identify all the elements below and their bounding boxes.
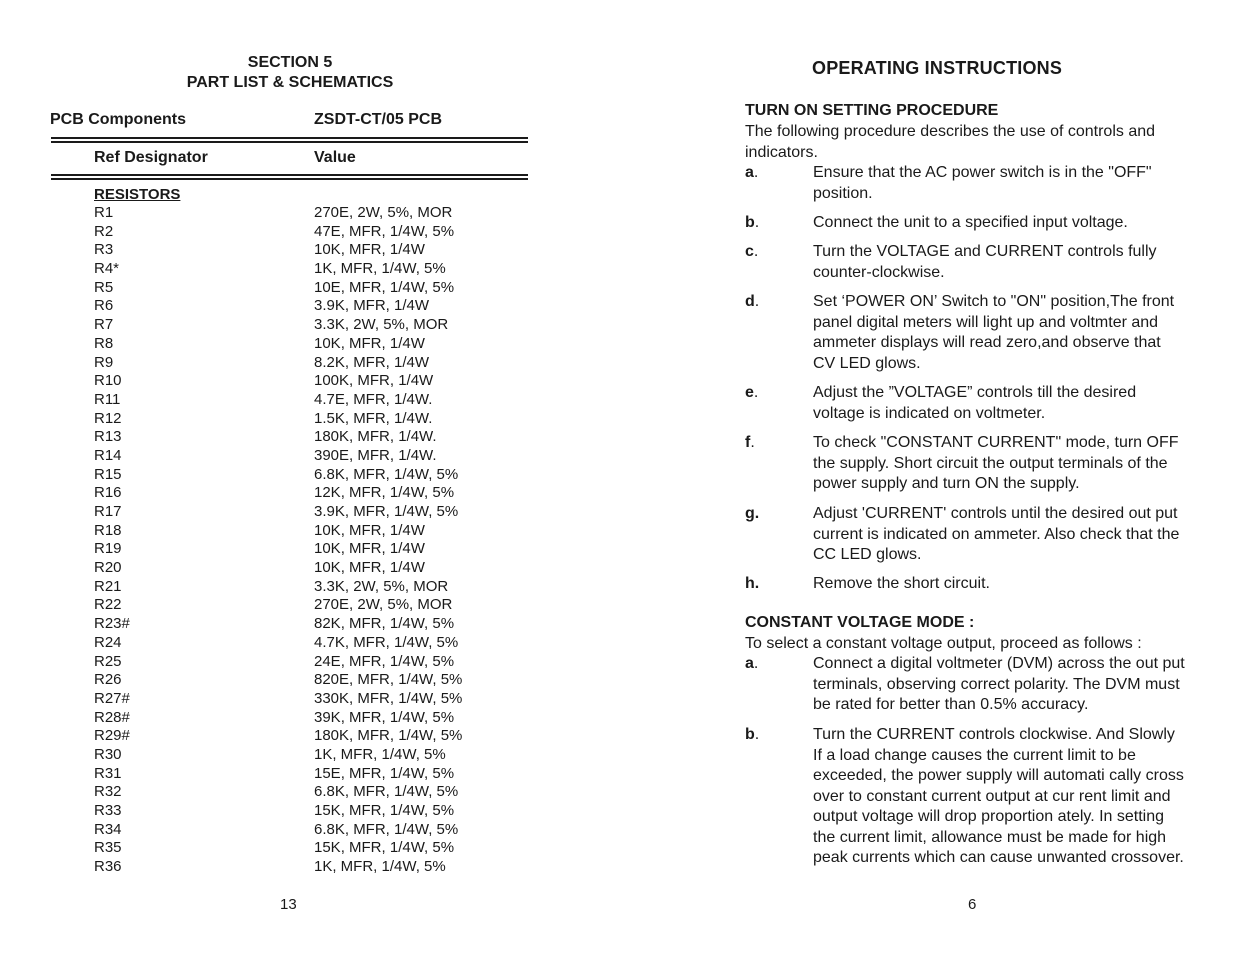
value-header: Value bbox=[314, 149, 356, 166]
table-row bbox=[94, 839, 514, 858]
list-item bbox=[745, 725, 1185, 869]
ref-designator: R12 bbox=[94, 409, 122, 427]
list-item bbox=[745, 163, 1185, 204]
ref-designator: R20 bbox=[94, 559, 122, 577]
ref-designator: R27# bbox=[94, 689, 130, 707]
step-letter-char: g. bbox=[745, 505, 760, 522]
list-item bbox=[745, 242, 1185, 283]
step-letter-punct: . bbox=[750, 434, 755, 451]
component-value: 10K, MFR, 1/4W bbox=[314, 334, 425, 352]
ref-designator: R28# bbox=[94, 708, 130, 726]
step-text: Adjust the ”VOLTAGE” controls till the desired voltage is indicated on voltmeter. bbox=[813, 384, 1137, 422]
ref-designator: R36 bbox=[94, 858, 122, 876]
ref-designator: R5 bbox=[94, 278, 114, 296]
ref-designator: R22 bbox=[94, 596, 122, 614]
component-value: 10K, MFR, 1/4W bbox=[314, 521, 425, 539]
component-value: 3.3K, 2W, 5%, MOR bbox=[314, 577, 449, 595]
table-row bbox=[94, 634, 514, 653]
component-value: 820E, MFR, 1/4W, 5% bbox=[314, 671, 463, 689]
list-item bbox=[745, 574, 1185, 595]
step-letter bbox=[745, 574, 759, 595]
ref-designator: R13 bbox=[94, 428, 122, 446]
step-letter-char: a bbox=[745, 164, 754, 181]
table-row bbox=[94, 297, 514, 316]
step-letter bbox=[745, 433, 755, 454]
table-row bbox=[94, 484, 514, 503]
table-row bbox=[94, 503, 514, 522]
ref-designator: R16 bbox=[94, 484, 122, 502]
component-value: 3.9K, MFR, 1/4W, 5% bbox=[314, 503, 459, 520]
step-letter-char: c bbox=[745, 243, 754, 260]
resistor-list bbox=[94, 204, 514, 877]
component-value: 10K, MFR, 1/4W bbox=[314, 540, 425, 558]
table-row bbox=[94, 410, 514, 429]
step-text: Turn the CURRENT controls clockwise. And Slowly If a load change causes the current limit to be exceeded, the power supply will automati cally cross over to constant current output at cur rent limit and output voltage will drop proportion ately. In setting the current limit, allowance must be made for high peak currents which can cause unwanted crossover. bbox=[813, 726, 1184, 866]
ref-designator: R24 bbox=[94, 633, 122, 651]
component-value: 15K, MFR, 1/4W, 5% bbox=[314, 802, 455, 819]
component-value: 330K, MFR, 1/4W, 5% bbox=[314, 689, 463, 707]
step-text: Set ‘POWER ON’ Switch to "ON" position,The front panel digital meters will light up and voltmter and ammeter displays will read zero,and observe that CV LED glows. bbox=[813, 293, 1175, 372]
component-value: 1K, MFR, 1/4W, 5% bbox=[314, 260, 446, 278]
ref-designator: R9 bbox=[94, 353, 114, 371]
turn-on-heading: TURN ON SETTING PROCEDURE bbox=[745, 102, 999, 119]
table-row bbox=[94, 372, 514, 391]
ref-designator: R21 bbox=[94, 577, 122, 595]
step-letter-char: a bbox=[745, 655, 754, 672]
component-value: 270E, 2W, 5%, MOR bbox=[314, 204, 453, 221]
ref-designator: R6 bbox=[94, 297, 114, 315]
table-row bbox=[94, 466, 514, 485]
ref-designator: R25 bbox=[94, 652, 122, 670]
step-letter-punct: . bbox=[754, 293, 760, 310]
step-letter-punct: . bbox=[753, 655, 759, 672]
page-number-right: 6 bbox=[968, 896, 977, 913]
ref-designator: R17 bbox=[94, 503, 122, 520]
component-value: 4.7K, MFR, 1/4W, 5% bbox=[314, 633, 459, 651]
ref-designator: R31 bbox=[94, 764, 122, 782]
table-row bbox=[94, 428, 514, 447]
component-value: 47E, MFR, 1/4W, 5% bbox=[314, 222, 455, 240]
step-letter bbox=[745, 654, 758, 675]
ref-designator: R10 bbox=[94, 372, 122, 390]
component-value: 8.2K, MFR, 1/4W bbox=[314, 353, 430, 371]
ref-designator: R7 bbox=[94, 316, 114, 334]
list-item bbox=[745, 654, 1185, 716]
table-row bbox=[94, 653, 514, 672]
table-row bbox=[94, 858, 514, 877]
component-value: 4.7E, MFR, 1/4W. bbox=[314, 390, 433, 408]
step-letter-punct: . bbox=[753, 243, 759, 260]
table-row bbox=[94, 204, 514, 223]
component-value: 12K, MFR, 1/4W, 5% bbox=[314, 484, 455, 502]
table-row bbox=[94, 671, 514, 690]
step-letter bbox=[745, 213, 759, 234]
table-row bbox=[94, 447, 514, 466]
ref-designator: R1 bbox=[94, 204, 114, 221]
step-text: Remove the short circuit. bbox=[813, 575, 990, 592]
table-row bbox=[94, 765, 514, 784]
resistors-heading: RESISTORS bbox=[94, 186, 181, 203]
component-value: 24E, MFR, 1/4W, 5% bbox=[314, 652, 455, 670]
step-letter bbox=[745, 504, 759, 525]
double-rule-bottom bbox=[51, 174, 528, 180]
table-row bbox=[94, 709, 514, 728]
component-value: 3.3K, 2W, 5%, MOR bbox=[314, 316, 449, 334]
table-row bbox=[94, 746, 514, 765]
component-value: 180K, MFR, 1/4W, 5% bbox=[314, 727, 463, 745]
component-value: 6.8K, MFR, 1/4W, 5% bbox=[314, 820, 459, 838]
step-letter bbox=[745, 383, 758, 404]
pcb-name: ZSDT-CT/05 PCB bbox=[314, 111, 443, 128]
ref-designator: R26 bbox=[94, 671, 122, 689]
step-text: Adjust 'CURRENT' controls until the desired out put current is indicated on ammeter. Also check that the CC LED glows. bbox=[813, 505, 1180, 563]
table-row bbox=[94, 783, 514, 802]
ref-designator: R4* bbox=[94, 260, 120, 278]
step-text: To check "CONSTANT CURRENT" mode, turn OFF the supply. Short circuit the output terminals of the power supply and turn ON the supply. bbox=[813, 434, 1179, 492]
ref-designator-header: Ref Designator bbox=[94, 149, 208, 166]
ref-designator: R3 bbox=[94, 241, 114, 259]
ref-designator: R29# bbox=[94, 727, 130, 745]
component-value: 10E, MFR, 1/4W, 5% bbox=[314, 278, 455, 296]
step-letter bbox=[745, 725, 759, 746]
component-value: 180K, MFR, 1/4W. bbox=[314, 428, 437, 446]
step-letter bbox=[745, 242, 758, 263]
table-row bbox=[94, 596, 514, 615]
table-row bbox=[94, 223, 514, 242]
ref-designator: R8 bbox=[94, 334, 114, 352]
table-row bbox=[94, 279, 514, 298]
list-item bbox=[745, 383, 1185, 424]
table-row bbox=[94, 615, 514, 634]
step-letter-char: f bbox=[745, 434, 751, 451]
step-letter bbox=[745, 292, 759, 313]
step-letter-char: h. bbox=[745, 575, 760, 592]
table-row bbox=[94, 354, 514, 373]
ref-designator: R11 bbox=[94, 390, 121, 408]
page-title: OPERATING INSTRUCTIONS bbox=[812, 58, 1063, 78]
list-item bbox=[745, 213, 1185, 234]
table-row bbox=[94, 316, 514, 335]
ref-designator: R15 bbox=[94, 465, 122, 483]
turn-on-intro: The following procedure describes the use of controls and indicators. bbox=[745, 123, 1156, 161]
step-text: Turn the VOLTAGE and CURRENT controls fully counter-clockwise. bbox=[813, 243, 1157, 281]
table-row bbox=[94, 522, 514, 541]
table-row bbox=[94, 241, 514, 260]
pcb-components-label: PCB Components bbox=[50, 111, 186, 128]
section-title: SECTION 5 bbox=[247, 54, 333, 71]
table-row bbox=[94, 559, 514, 578]
step-letter bbox=[745, 163, 758, 184]
section-subtitle: PART LIST & SCHEMATICS bbox=[186, 74, 394, 91]
component-value: 270E, 2W, 5%, MOR bbox=[314, 596, 453, 614]
table-row bbox=[94, 578, 514, 597]
ref-designator: R18 bbox=[94, 521, 122, 539]
step-letter-char: b bbox=[745, 214, 755, 231]
component-value: 1K, MFR, 1/4W, 5% bbox=[314, 858, 446, 876]
component-value: 3.9K, MFR, 1/4W bbox=[314, 297, 430, 315]
ref-designator: R19 bbox=[94, 540, 122, 558]
list-item bbox=[745, 504, 1185, 566]
table-row bbox=[94, 335, 514, 354]
step-text: Connect the unit to a specified input voltage. bbox=[813, 214, 1128, 231]
step-letter-char: e bbox=[745, 384, 754, 401]
component-value: 10K, MFR, 1/4W bbox=[314, 559, 425, 577]
table-row bbox=[94, 690, 514, 709]
component-value: 15E, MFR, 1/4W, 5% bbox=[314, 764, 455, 782]
component-value: 82K, MFR, 1/4W, 5% bbox=[314, 615, 455, 633]
list-item bbox=[745, 292, 1185, 374]
component-value: 390E, MFR, 1/4W. bbox=[314, 446, 437, 464]
double-rule-top bbox=[51, 137, 528, 143]
ref-designator: R23# bbox=[94, 615, 130, 633]
table-row bbox=[94, 540, 514, 559]
component-value: 1.5K, MFR, 1/4W. bbox=[314, 409, 433, 427]
step-letter-punct: . bbox=[753, 164, 759, 181]
page-number-left: 13 bbox=[280, 896, 297, 913]
component-value: 10K, MFR, 1/4W bbox=[314, 241, 425, 259]
ref-designator: R30 bbox=[94, 745, 122, 763]
component-value: 1K, MFR, 1/4W, 5% bbox=[314, 745, 446, 763]
step-letter-punct: . bbox=[753, 384, 759, 401]
step-letter-char: d bbox=[745, 293, 755, 310]
table-row bbox=[94, 260, 514, 279]
list-item bbox=[745, 433, 1185, 495]
table-row bbox=[94, 802, 514, 821]
ref-designator: R2 bbox=[94, 222, 114, 240]
step-letter-punct: . bbox=[754, 726, 760, 743]
ref-designator: R33 bbox=[94, 802, 122, 819]
component-value: 6.8K, MFR, 1/4W, 5% bbox=[314, 783, 459, 801]
ref-designator: R35 bbox=[94, 839, 122, 857]
cv-intro: To select a constant voltage output, proceed as follows : bbox=[745, 635, 1142, 652]
cv-heading: CONSTANT VOLTAGE MODE : bbox=[745, 614, 975, 631]
step-letter-char: b bbox=[745, 726, 755, 743]
component-value: 39K, MFR, 1/4W, 5% bbox=[314, 708, 455, 726]
step-text: Ensure that the AC power switch is in the "OFF" position. bbox=[813, 164, 1152, 202]
step-letter-punct: . bbox=[754, 214, 760, 231]
table-row bbox=[94, 727, 514, 746]
table-row bbox=[94, 821, 514, 840]
component-value: 15K, MFR, 1/4W, 5% bbox=[314, 839, 455, 857]
step-text: Connect a digital voltmeter (DVM) across the out put terminals, observing correct polarity. The DVM must be rated for better than 0.5% accuracy. bbox=[813, 655, 1185, 713]
table-row bbox=[94, 391, 514, 410]
ref-designator: R34 bbox=[94, 820, 122, 838]
component-value: 100K, MFR, 1/4W bbox=[314, 372, 434, 390]
component-value: 6.8K, MFR, 1/4W, 5% bbox=[314, 465, 459, 483]
ref-designator: R32 bbox=[94, 783, 122, 801]
ref-designator: R14 bbox=[94, 446, 122, 464]
